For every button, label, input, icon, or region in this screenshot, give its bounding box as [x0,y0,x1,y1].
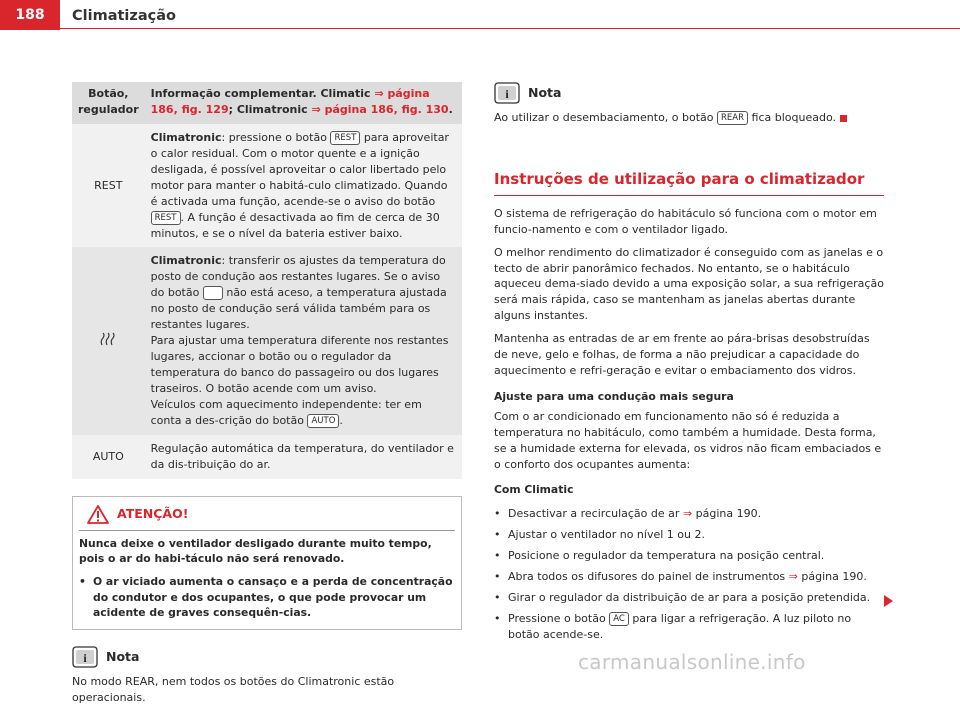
instruction-list [494,506,884,643]
ref-link[interactable]: página 190. [801,569,867,583]
control-label: AUTO [72,435,145,479]
warning-box [72,496,462,630]
section-title: Instruções de utilização para o climatizador [494,169,884,196]
control-description: Climatronic: pressione o botão REST para aproveitar o calor residual. Com o motor quente e a ignição desligada, é possível aproveitar o calor libertado pelo motor para manter o habitá-culo climatizado. Quando é activada uma função, acende-se o aviso do botão REST . A função é desactivada ao fim de cerca de 30 minutos, e se o nível da bateria estiver baixo. [145,124,462,248]
control-description: Regulação automática da temperatura, do ventilador e da dis-tribuição do ar. [145,435,462,479]
watermark: carmanualsonline.info [578,650,806,674]
header-divider [60,28,960,29]
table-row [72,435,462,479]
warning-header [73,497,461,530]
list-item: • Pressione o botão AC para ligar a refrigeração. A luz piloto no botão acende-se. [494,611,852,641]
control-label: REST [72,124,145,248]
ref-link[interactable]: página 186, fig. 129 [150,87,430,116]
subheading: Com Climatic [494,483,574,497]
list-item: • Girar o regulador da distribuição de ar para a posição pretendida. [494,590,871,604]
paragraph: Com o ar condicionado em funcionamento não só é reduzida a temperatura no habitáculo, como também a humidade. Desta forma, se a humidade externa for elevada, os vidros não ficam embaciados e o conforto dos ocupantes aumenta: [494,409,882,471]
list-item: • Abra todos os difusores do painel de instrumentos ⇒ página 190. [494,569,867,583]
rear-key: REAR [717,111,748,125]
list-item: • Posicione o regulador da temperatura na posição central. [494,548,825,562]
note-icon [72,646,98,668]
warning-body: Nunca deixe o ventilador desligado durante muito tempo, pois o ar do habi-táculo não será renovado. • O ar viciado aumenta o cansaço e a perda de concentração do condutor e dos ocupantes, o que pode provocar um acidente de graves consequên-cias. [79,536,453,620]
rest-key: REST [330,131,360,145]
list-item: • Ajustar o ventilador no nível 1 ou 2. [494,528,705,542]
paragraph: O melhor rendimento do climatizador é conseguido com as janelas e o tecto de abrir panorâmico fechados. No entanto, se o habitáculo aqueceu dema-siado devido a uma exposição solar, a sua refrigeração será mais rápida, caso se mantenham as janelas abertas durante alguns instantes. [494,245,884,323]
paragraph: Mantenha as entradas de ar em frente ao pára-brisas desobstruídas de neve, gelo e folhas, de forma a não prejudicar a capacidade do aquecimento e refri-geração e evitar o embaciamento dos vidros. [494,332,870,378]
continue-arrow-icon [884,595,893,607]
sync-key-icon [203,286,223,300]
paragraph: O sistema de refrigeração do habitáculo só funciona com o motor em funcio-namento e com o ventilador ligado. [494,206,877,236]
warning-triangle-icon [87,505,109,524]
seat-heating-icon [99,332,117,346]
ac-key: AC [609,612,629,626]
table-row [72,247,462,434]
ref-link[interactable]: página 190. [695,507,762,521]
svg-text:i: i [83,650,87,665]
note-text: Ao utilizar o desembaciamento, o botão REAR fica bloqueado. [494,110,884,126]
auto-key: AUTO [307,414,339,428]
right-column [494,82,884,648]
left-column [72,82,462,706]
warning-title: ATENÇÃO! [117,506,189,522]
list-item: • Desactivar a recirculação de ar ⇒ página 190. [494,507,762,521]
table-row [72,124,462,248]
note-icon [494,82,520,104]
seat-heating-icon [72,247,145,434]
note-title: Nota [106,648,140,664]
note-title: Nota [528,84,562,100]
table-header-info: Informação complementar. Climatic ⇒ página 186, fig. 129; Climatronic ⇒ página 186, fig. 130. [145,82,462,124]
subheading: Ajuste para uma condução mais segura [494,390,734,404]
page-number: 188 [0,0,60,30]
svg-text:i: i [505,87,509,101]
control-description: Climatronic: transferir os ajustes da temperatura do posto de condução aos restantes lugares. Se o aviso do botão não está aceso, a temperatura ajustada no posto de condução será válida também para os restantes lugares. Para ajustar uma temperatura diferente nos restantes lugares, accionar o botão ou o regulador da temperatura do banco do passageiro ou dos lugares traseiros. O botão acende com um aviso. Veículos com aquecimento independente: ter em conta a des-crição do botão AUTO . [145,247,462,434]
ref-link[interactable]: página 186, fig. 130 [324,102,449,116]
page-title: Climatização [72,8,176,24]
note-right [494,82,884,126]
note-text: No modo REAR, nem todos os botões do Climatronic estão operacionais. [72,674,395,704]
end-marker [840,115,847,122]
note-left [72,646,462,706]
controls-table [72,82,462,479]
list-item: • O ar viciado aumenta o cansaço e a perda de concentração do condutor e dos ocupantes, o que pode provocar um acidente de graves consequên-cias. [79,574,453,620]
rest-key: REST [151,211,181,225]
table-header-control: Botão, regulador [72,82,145,124]
